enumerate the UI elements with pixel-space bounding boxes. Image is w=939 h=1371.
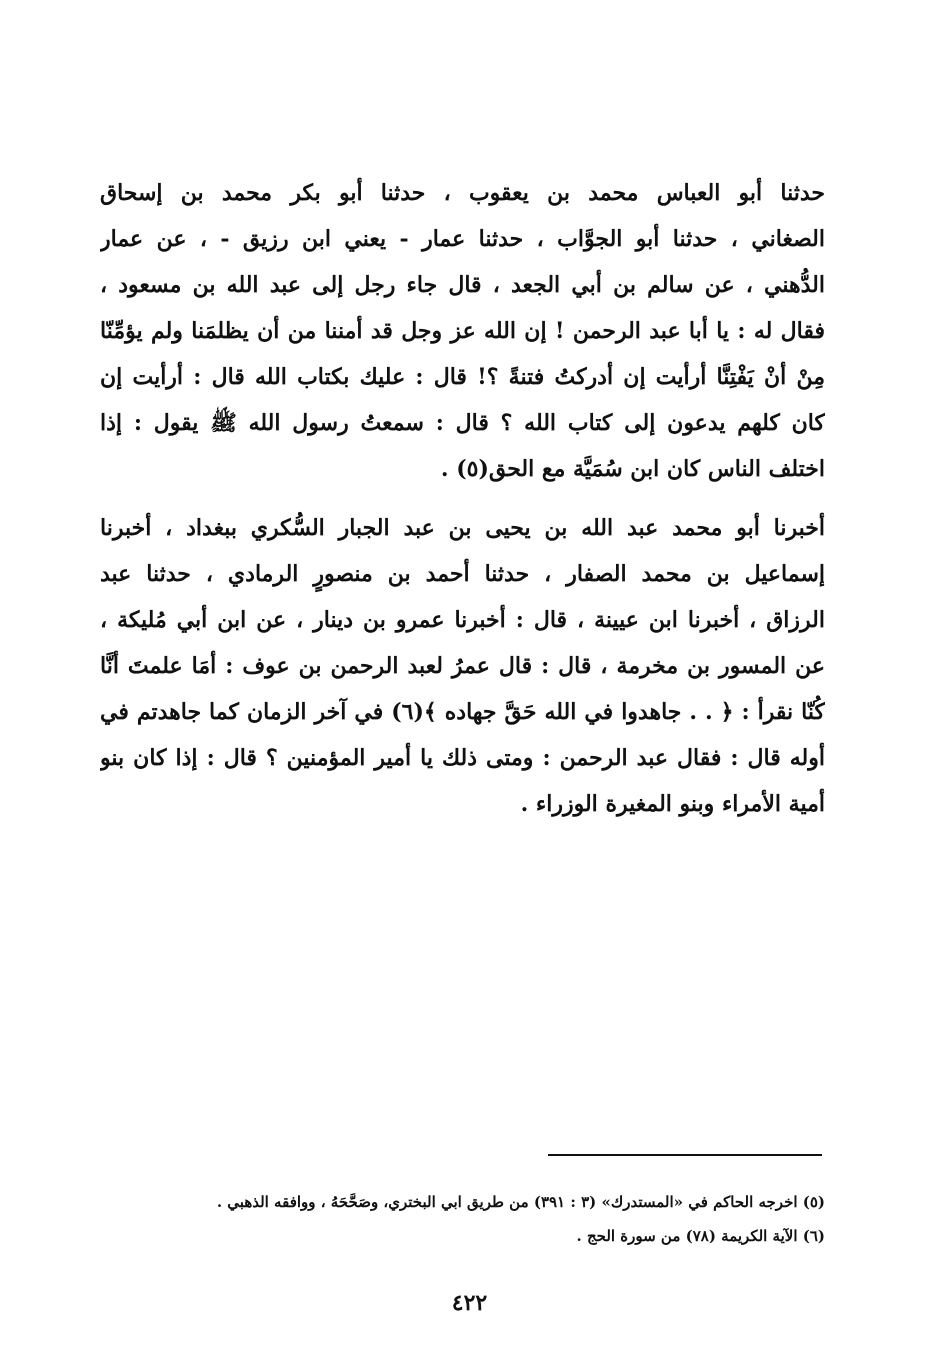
text-line: عن المسور بن مخرمة ، قال : قال عمرُ لعبد الرحمن بن عوف : أمَا علمتَ أنَّا <box>100 653 825 679</box>
text-line: كان كلهم يدعون إلى كتاب الله ؟ قال : سمعتُ رسول الله ﷺ يقول : إذا <box>100 410 825 436</box>
footnote-divider <box>548 1154 822 1156</box>
footnotes <box>100 1185 825 1253</box>
text-line: الدُّهني ، عن سالم بن أبي الجعد ، قال جاء رجل إلى عبد الله بن مسعود ، <box>100 272 825 298</box>
text-line: اختلف الناس كان ابن سُمَيَّة مع الحق(٥) . <box>440 456 825 482</box>
page-number: ٤٢٢ <box>451 1290 488 1316</box>
text-line: حدثنا أبو العباس محمد بن يعقوب ، حدثنا أبو بكر محمد بن إسحاق <box>100 180 825 206</box>
text-line: مِنْ أنْ يَفْتِنَّا أرأيت إن أدركتُ فتنةً ؟! قال : عليك بكتاب الله قال : أرأيت إن <box>100 364 825 390</box>
text-line: كُنّا نقرأ : ﴿ . . جاهدوا في الله حَقَّ جهاده ﴾(٦) في آخر الزمان كما جاهدتم في <box>100 699 825 725</box>
paragraph-hadith-ibn-sumayya <box>100 170 825 492</box>
text-line: أمية الأمراء وبنو المغيرة الوزراء . <box>520 791 825 817</box>
footnote-5: (٥) اخرجه الحاكم في «المستدرك» (٣ : ٣٩١) من طريق ابي البختري، وصَحَّحَهُ ، ووافقه الذهبي . <box>216 1193 825 1211</box>
text-line: الصغاني ، حدثنا أبو الجوَّاب ، حدثنا عمار - يعني ابن رزيق - ، عن عمار <box>100 226 825 252</box>
footnote-6: (٦) الآية الكريمة (٧٨) من سورة الحج . <box>576 1227 825 1245</box>
text-line: فقال له : يا أبا عبد الرحمن ! إن الله عز وجل قد أمننا من أن يظلمَنا ولم يؤمِّنّا <box>100 318 825 344</box>
paragraph-hadith-umar <box>100 505 825 827</box>
text-line: إسماعيل بن محمد الصفار ، حدثنا أحمد بن منصورٍ الرمادي ، حدثنا عبد <box>100 561 825 587</box>
text-line: الرزاق ، أخبرنا ابن عيينة ، قال : أخبرنا عمرو بن دينار ، عن ابن أبي مُليكة ، <box>100 607 825 633</box>
text-line: أخبرنا أبو محمد عبد الله بن يحيى بن عبد الجبار السُّكري ببغداد ، أخبرنا <box>100 515 825 541</box>
text-line: أوله قال : فقال عبد الرحمن : ومتى ذلك يا أمير المؤمنين ؟ قال : إذا كان بنو <box>100 745 825 771</box>
